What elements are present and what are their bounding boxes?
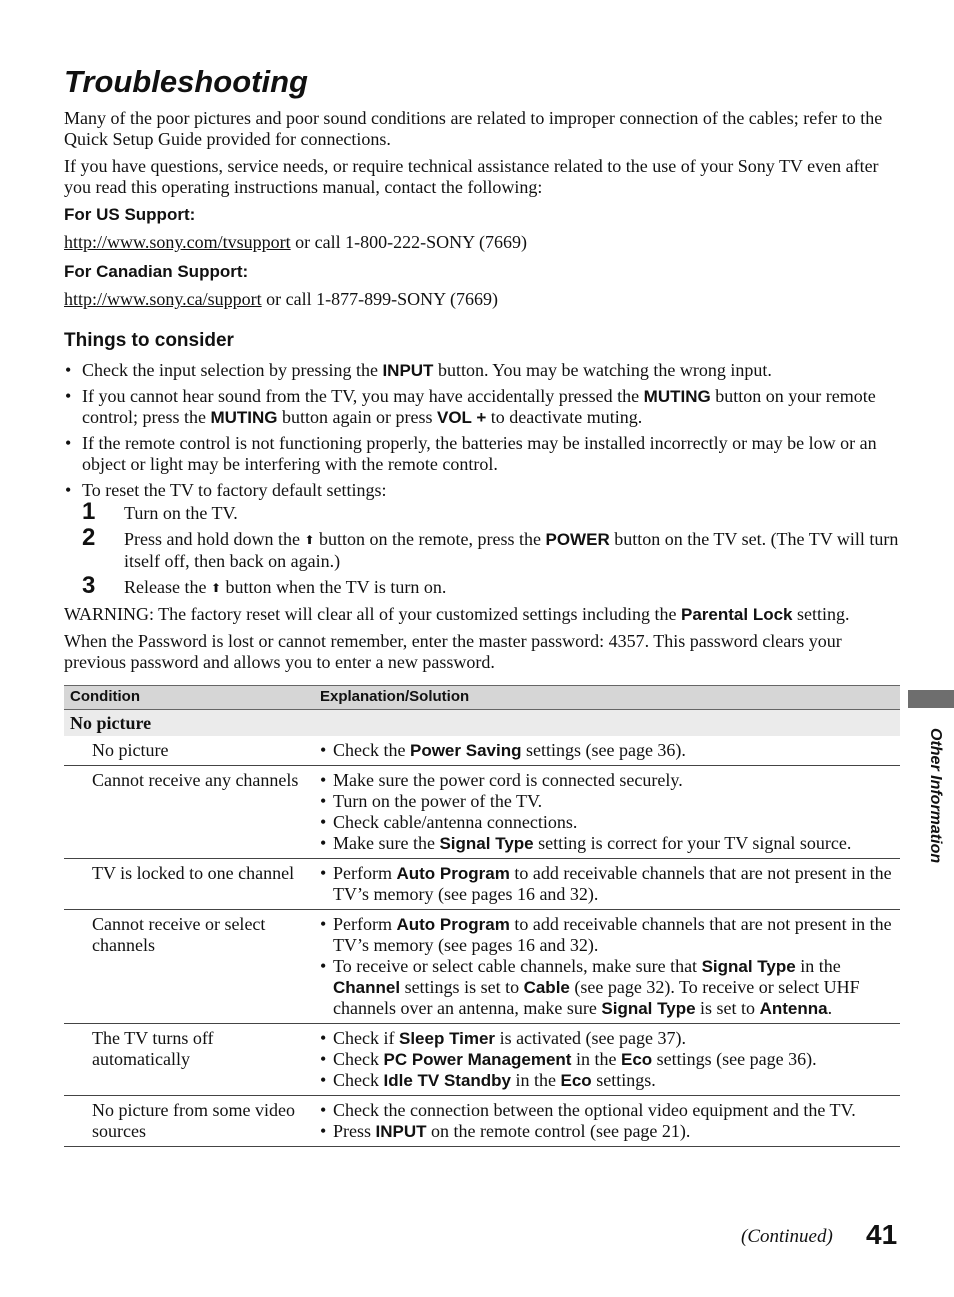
step-1: 1 Turn on the TV. — [82, 498, 238, 525]
list-item: • Check the input selection by pressing the INPUT button. You may be watching the wrong input. — [64, 360, 900, 381]
condition-cell: No picture from some video sources — [64, 1096, 314, 1147]
us-support-phone: or call 1-800-222-SONY (7669) — [290, 232, 527, 252]
solution-cell: • Check the Power Saving settings (see page 36). — [314, 736, 900, 766]
table-header — [64, 686, 900, 710]
canadian-support-heading: For Canadian Support: — [64, 262, 249, 281]
table-row — [64, 910, 900, 1024]
canadian-support-line — [64, 289, 900, 310]
reset-steps — [64, 498, 900, 599]
condition-cell: The TV turns off automatically — [64, 1024, 314, 1096]
table-row — [64, 766, 900, 859]
list-item: • To reset the TV to factory default settings: — [64, 480, 900, 501]
column-header-condition: Condition — [64, 686, 314, 710]
solution-cell: • Check if Sleep Timer is activated (see page 37). • Check PC Power Management in the Eco settings (see page 36). • Check Idle TV Standby in the Eco settings. — [314, 1024, 900, 1096]
warning-text: WARNING: The factory reset will clear all of your customized settings including the Parental Lock setting. — [64, 604, 850, 624]
things-list — [64, 360, 900, 501]
canadian-support-phone: or call 1-877-899-SONY (7669) — [261, 289, 498, 309]
page-content — [64, 62, 900, 1147]
up-arrow-icon: ⬆ — [304, 533, 315, 547]
page-number: 41 — [866, 1219, 898, 1250]
intro-paragraph-2: If you have questions, service needs, or require technical assistance related to the use of your Sony TV even after you read this operating instructions manual, contact the following: — [64, 156, 879, 197]
us-support-heading: For US Support: — [64, 205, 196, 224]
solution-cell: • Perform Auto Program to add receivable channels that are not present in the TV’s memory (see pages 16 and 32). — [314, 859, 900, 910]
step-2: 2 Press and hold down the ⬆ button on the remote, press the POWER button on the TV set. (The TV will turn itself off, then back on again.) — [82, 524, 899, 571]
table-row — [64, 736, 900, 766]
us-support-line — [64, 232, 900, 253]
things-to-consider-heading: Things to consider — [64, 330, 234, 351]
section-title: No picture — [64, 710, 900, 737]
condition-cell: Cannot receive or select channels — [64, 910, 314, 1024]
section-tab-label: Other Information — [927, 728, 944, 864]
table-section-row — [64, 710, 900, 737]
troubleshooting-table — [64, 685, 900, 1147]
continued-label: (Continued) — [741, 1226, 833, 1247]
step-3: 3 Release the ⬆ button when the TV is turn on. — [82, 572, 447, 599]
solution-cell: • Check the connection between the optional video equipment and the TV. • Press INPUT on the remote control (see page 21). — [314, 1096, 900, 1147]
solution-cell: • Perform Auto Program to add receivable channels that are not present in the TV’s memory (see pages 16 and 32). • To receive or select cable channels, make sure that Signal Type in the Channel settings is set to Cable (see page 32). To receive or select UHF channels over an antenna, make sure Signal Type is set to Antenna. — [314, 910, 900, 1024]
page-title: Troubleshooting — [64, 64, 308, 99]
condition-cell: No picture — [64, 736, 314, 766]
condition-cell: Cannot receive any channels — [64, 766, 314, 859]
table-row — [64, 859, 900, 910]
table-row — [64, 1024, 900, 1096]
table-row — [64, 1096, 900, 1147]
section-tab-marker — [908, 690, 954, 708]
intro-paragraph-1: Many of the poor pictures and poor sound conditions are related to improper connection of the cables; refer to the Quick Setup Guide provided for connections. — [64, 108, 883, 149]
condition-cell: TV is locked to one channel — [64, 859, 314, 910]
list-item: • If the remote control is not functioning properly, the batteries may be installed incorrectly or may be low or an object or light may be interfering with the remote control. — [64, 433, 900, 475]
column-header-solution: Explanation/Solution — [314, 686, 900, 710]
solution-cell: • Make sure the power cord is connected securely. • Turn on the power of the TV. • Check cable/antenna connections. • Make sure the Signal Type setting is correct for your TV signal source. — [314, 766, 900, 859]
us-support-link[interactable]: http://www.sony.com/tvsupport — [64, 232, 291, 252]
list-item: • If you cannot hear sound from the TV, you may have accidentally pressed the MUTING button on your remote control; press the MUTING button again or press VOL + to deactivate muting. — [64, 386, 900, 428]
up-arrow-icon: ⬆ — [210, 581, 222, 595]
canadian-support-link[interactable]: http://www.sony.ca/support — [64, 289, 262, 309]
password-text: When the Password is lost or cannot remember, enter the master password: 4357. This password clears your previous password and allows you to enter a new password. — [64, 631, 842, 672]
